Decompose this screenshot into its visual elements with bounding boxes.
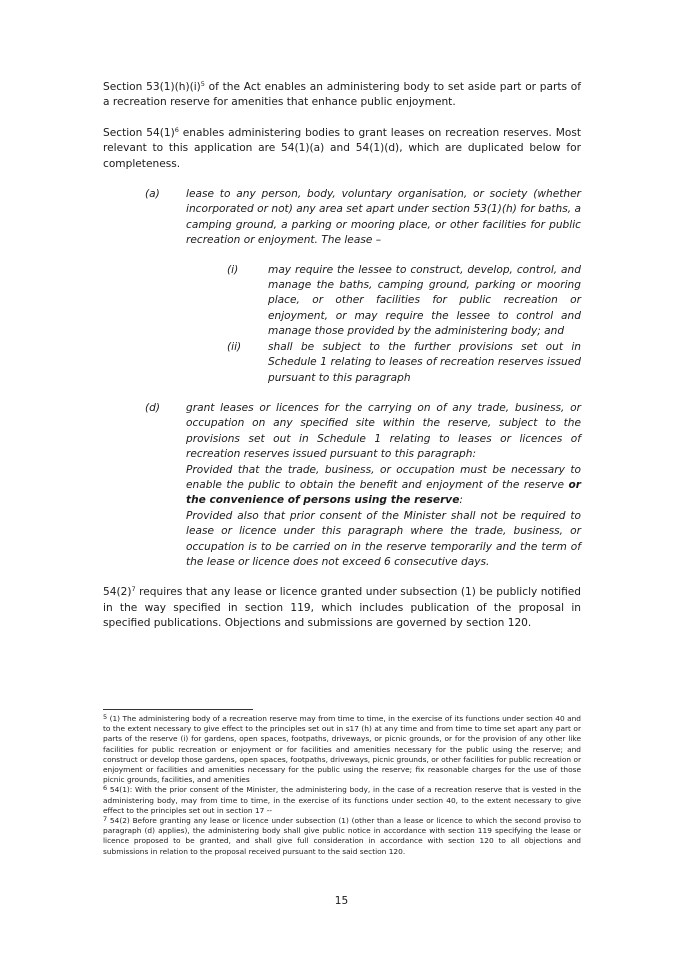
- subclause-ii-label: (ii): [227, 340, 242, 353]
- footnote-ref-6[interactable]: 6: [174, 125, 179, 134]
- paragraph-section-53: Section $53(1)(h)(i)^5$ of the Act enables an administering body to set aside part or parts of a recreation reserve for amenities that enhance public enjoyment.: [103, 80, 581, 109]
- page-number: 15: [334, 895, 349, 907]
- subclause-ii: [103, 340, 581, 386]
- subclause-i-label: (i): [227, 263, 239, 276]
- footnote-ref-7[interactable]: 7: [131, 585, 136, 594]
- clause-a-text: lease to any person, body, voluntary organisation, or society (whether incorporated or not) any area set apart under section 53(1)(h) for baths, a camping ground, a parking or mooring place, or other facilities for public recreation or enjoyment. The lease –: [186, 188, 581, 247]
- clause-d-emphasis: or the convenience of persons using the reserve: [186, 478, 581, 507]
- footnote-separator: [103, 709, 253, 710]
- clause-a-label: (a): [145, 188, 160, 201]
- clause-d: [103, 401, 581, 570]
- paragraph-section-54-1: Section $54(1)^6$ enables administering bodies to grant leases on recreation reserves. Most relevant to this application are 54(1)(a) and 54(1)(d), which are duplicated below for completeness.: [103, 125, 581, 170]
- paragraph-section-54-2: $54(2)^7$ requires that any lease or licence granted under subsection (1) be publicly notified in the way specified in section 119, which includes publication of the proposal in specified publications. Objections and submissions are governed by section 120.: [103, 585, 581, 630]
- clause-a: [103, 187, 581, 249]
- clause-d-text: grant leases or licences for the carrying on of any trade, business, or occupation on any specified site within the reserve, subject to the provisions set out in Schedule 1 relating to leases or licences of recreation reserves issued pursuant to this paragraph: Provided that the trade, business, or occupation must be necessary to enable the public to obtain the benefit and enjoyment of the reserve or the convenience of persons using the reserve: Provided also that prior consent of the Minister shall not be required to lease or licence under this paragraph where the trade, business, or occupation is to be carried on in the reserve temporarily and the term of the lease or licence does not exceed 6 consecutive days.: [186, 401, 581, 568]
- subclause-i: [103, 263, 581, 340]
- footnote-ref-5[interactable]: 5: [200, 80, 205, 88]
- footnote-6: $^6$ 54(1): With the prior consent of the Minister, the administering body, in the case of a recreation reserve that is vested in the administering body, may from time to time, in the exercise of its functions under section 40, to the extent necessary to give effect to the principles set out in section 17 --: [103, 784, 581, 815]
- footnote-5: $^5$ (1) The administering body of a recreation reserve may from time to time, in the exercise of its functions under section 40 and to the extent necessary to give effect to the principles set out in s17 (h) at any time and from time to time set apart any part or parts of the reserve (i) for gardens, open spaces, footpaths, driveways, or picnic grounds, or for the provision of any other like facilities for public recreation or enjoyment or for facilities and amenities necessary for the public using the reserve; and construct or develop those gardens, open spaces, footpaths, driveways, picnic grounds, or other facilities for public recreation or enjoyment or facilities and amenities necessary for the public using the reserve; fix reasonable charges for the use of those picnic grounds, facilities, and amenities: [103, 713, 581, 785]
- clause-d-label: (d): [145, 401, 160, 414]
- subclause-i-text: may require the lessee to construct, develop, control, and manage the baths, camping ground, parking or mooring place, or other facilities for public recreation or enjoyment, or may require the lessee to control and manage those provided by the administering body; and: [268, 263, 581, 338]
- footnotes: [103, 714, 581, 857]
- footnote-7: $^7$ 54(2) Before granting any lease or licence under subsection (1) (other than a lease or licence to which the second proviso to paragraph (d) applies), the administering body shall give public notice in accordance with section 119 specifying the lease or licence proposed to be granted, and shall give full consideration in accordance with section 120 to all objections and submissions in relation to the proposal received pursuant to the said section 120.: [103, 815, 581, 856]
- subclause-ii-text: shall be subject to the further provisions set out in Schedule 1 relating to leases of recreation reserves issued pursuant to this paragraph: [268, 340, 581, 384]
